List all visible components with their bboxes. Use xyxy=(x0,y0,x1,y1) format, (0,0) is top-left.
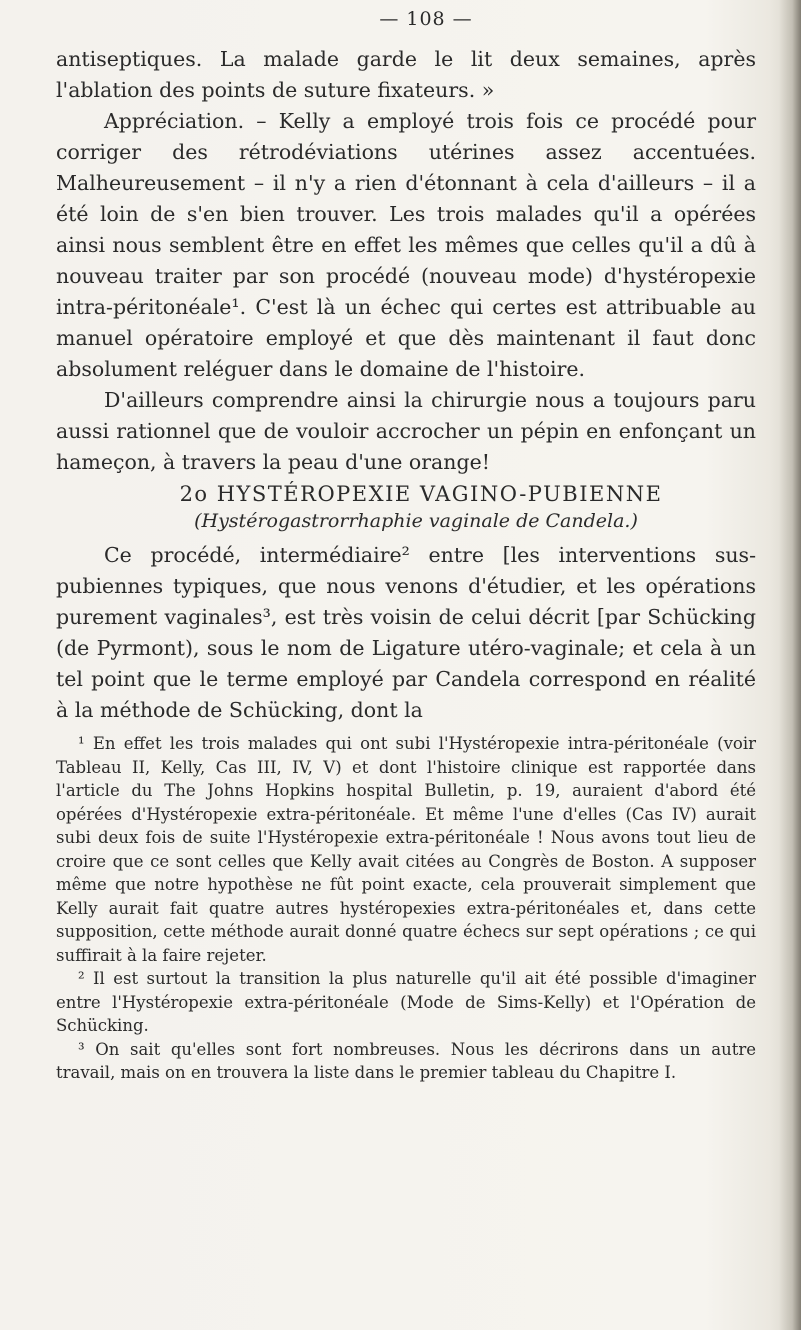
paragraph-continuation: antiseptiques. La malade garde le lit deux semaines, après l'ablation des points de suture fixateurs. » xyxy=(56,47,756,102)
footnotes xyxy=(56,732,756,1085)
page-edge-shadow xyxy=(779,0,801,1330)
main-text xyxy=(56,44,756,478)
page-number: — 108 — xyxy=(379,8,473,30)
section-subheading: (Hystérogastrorrhaphie vaginale de Candela.) xyxy=(194,510,638,532)
footnote-2: ² Il est surtout la transition la plus naturelle qu'il ait été possible d'imaginer entre l'Hystéropexie extra-péritonéale (Mode de Sims-Kelly) et l'Opération de Schücking. xyxy=(56,969,756,1035)
footnote-3: ³ On sait qu'elles sont fort nombreuses. Nous les décrirons dans un autre travail, mais on en trouvera la liste dans le premier tableau du Chapitre I. xyxy=(56,1039,756,1082)
paragraph-dailleurs: D'ailleurs comprendre ainsi la chirurgie nous a toujours paru aussi rationnel que de vouloir accrocher un pépin en enfonçant un hameçon, à travers la peau d'une orange! xyxy=(56,388,756,474)
section-heading: 2o HYSTÉROPEXIE VAGINO-PUBIENNE xyxy=(179,482,663,506)
paragraph-procede: Ce procédé, intermédiaire² entre [les interventions sus-pubiennes typiques, que nous venons d'étudier, et les opérations purement vaginales³, est très voisin de celui décrit [par Schücking (de Pyrmont), sous le nom de Ligature utéro-vaginale; et cela à un tel point que le terme employé par Candela correspond en réalité à la méthode de Schücking, dont la xyxy=(56,543,756,722)
section-text xyxy=(56,540,756,726)
footnote-1: ¹ En effet les trois malades qui ont subi l'Hystéropexie intra-péritonéale (voir Tableau II, Kelly, Cas III, IV, V) et dont l'histoire clinique est rapportée dans l'article du The Johns Hopkins hospital Bulletin, p. 19, auraient d'abord été opérées d'Hystéropexie extra-péritonéale. Et même l'une d'elles (Cas IV) aurait subi deux fois de suite l'Hystéropexie extra-péritonéale ! Nous avons tout lieu de croire que ce sont celles que Kelly avait citées au Congrès de Boston. A supposer même que notre hypothèse ne fût point exacte, cela prouverait simplement que Kelly aurait fait quatre autres hystéropexies extra-péritonéales et, dans cette supposition, cette méthode aurait donné quatre échecs sur sept opérations ; ce qui suffirait à la faire rejeter. xyxy=(56,734,756,965)
page-content xyxy=(56,8,756,1085)
paragraph-appreciation: Appréciation. – Kelly a employé trois fois ce procédé pour corriger des rétrodéviations utérines assez accentuées. Malheureusement – il n'y a rien d'étonnant à cela d'ailleurs – il a été loin de s'en bien trouver. Les trois malades qu'il a opérées ainsi nous semblent être en effet les mêmes que celles qu'il a dû à nouveau traiter par son procédé (nouveau mode) d'hystéropexie intra-péritonéale¹. C'est là un échec qui certes est attribuable au manuel opératoire employé et que dès maintenant il faut donc absolument reléguer dans le domaine de l'histoire. xyxy=(56,109,756,381)
